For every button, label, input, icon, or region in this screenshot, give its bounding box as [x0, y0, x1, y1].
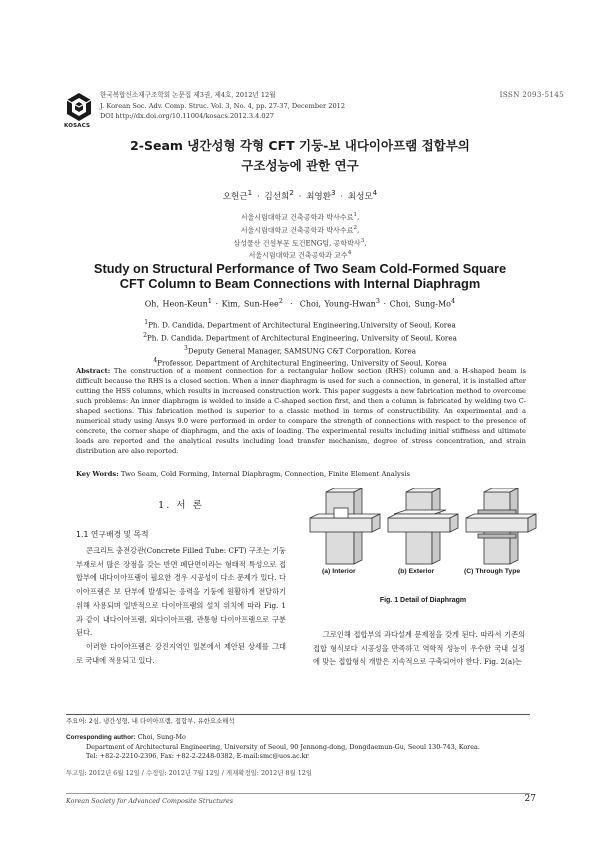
- figure-caption: Fig. 1 Detail of Diaphragm: [379, 597, 467, 604]
- korean-title-line2: 구조성능에 관한 연구: [241, 158, 359, 173]
- journal-header: [64, 90, 564, 136]
- keywords-text: Two Seam, Cold Forming, Internal Diaphragm, Connection, Finite Element Analysis: [120, 470, 411, 478]
- english-affiliation: $^4$Professor, Department of Architectural Engineering, University of Seoul, Korea: [153, 357, 447, 368]
- abstract: [76, 367, 526, 457]
- footer-journal: Korean Society for Advanced Composite Structures: [66, 797, 234, 805]
- corr-contact: Tel: +82-2-2210-2396, Fax: +82-2-2248-0382, E-mail:smc@uos.ac.kr: [86, 752, 309, 760]
- english-title-line1: Study on Structural Performance of Two Seam Cold-Formed Square: [93, 261, 507, 276]
- corr-name: Choi, Sung-Mo: [137, 733, 186, 741]
- korean-affiliation: 서울시립대학교 건축공학과 교수$^4$: [248, 250, 352, 260]
- page-number: 27: [524, 794, 536, 804]
- abstract-label: Abstract:: [76, 367, 111, 375]
- footnote-divider: [66, 714, 530, 715]
- keywords: [76, 470, 526, 478]
- paragraph: 이러한 다이아프램은 강진지역인 일본에서 제안된 상세를 그대로 국내에 적용되고 있다.: [76, 641, 286, 665]
- corr-label: Corresponding author:: [66, 734, 136, 741]
- body-text-left: [76, 544, 286, 667]
- subsection-heading: 1.1 연구배경 및 목적: [76, 530, 149, 539]
- korean-keywords-footnote: 주요어: 2심, 냉간성형, 내 다이아프램, 접합부, 유한요소해석: [66, 717, 235, 725]
- journal-line-korean: 한국복합신소재구조학회 논문집 제3권, 제4호, 2012년 12월: [100, 91, 276, 99]
- english-title-line2: CFT Column to Beam Connections with Internal Diaphragm: [119, 276, 481, 291]
- logo-text: KOSACS: [64, 123, 91, 129]
- english-title: [0, 261, 600, 291]
- section-heading: 1. 서 론: [158, 500, 204, 511]
- korean-title: [0, 136, 600, 176]
- keywords-label: Key Words:: [76, 470, 119, 478]
- corr-address: Department of Architectural Engineering, University of Seoul, 90 Jennong-dong, Dongdaemun-Gu, Seoul 130-743, Korea.: [86, 742, 480, 751]
- author-1: 오헌근: [222, 191, 248, 202]
- submission-dates: 투고일: 2012년 6월 12일 / 수정일: 2012년 7월 12일 / 게재확정일: 2012년 8월 12일: [66, 769, 313, 777]
- author-3: 최영환: [306, 191, 331, 202]
- through-type-diaphragm-drawing: [466, 488, 536, 564]
- korean-affiliation: 서울시립대학교 건축공학과 박사수료$^1$,: [240, 212, 360, 222]
- paragraph: 콘크리트 충전강관(Concrete Filled Tube: CFT) 구조는 기둥부재로서 많은 장점을 갖는 반면 폐단면이라는 형태적 특성으로 접합부에 내다이아프램이 필요한 경우 시공성이 다소 문제가 있다. 다이아프램은 보 단부에 발생되는 응력을 기둥에 원활하게 전달하기 위해 사용되며 일반적으로 다이아프램의 설치 위치에 따라 Fig. 1과 같이 내다이아프램, 외다이아프램, 관통형 다이아프램으로 구분된다.: [76, 546, 286, 638]
- author-4: 최성모: [347, 191, 373, 202]
- figure-label: (C) Through Type: [464, 568, 521, 575]
- kosacs-logo-icon: [66, 92, 92, 122]
- interior-diaphragm-drawing: [310, 488, 380, 564]
- journal-line-english: J. Korean Soc. Adv. Comp. Struc. Vol. 3, No. 4, pp. 27-37, December 2012: [100, 101, 346, 110]
- corresponding-author: [66, 733, 480, 762]
- korean-affiliation: 서울시립대학교 건축공학과 박사수료$^2$,: [240, 224, 360, 235]
- english-affiliation: $^1$Ph. D. Candida, Department of Architectural Engineering,University of Seoul, Korea: [144, 319, 456, 330]
- english-affiliations: [0, 318, 600, 369]
- diaphragm-figure: [308, 488, 538, 578]
- english-authors: Oh, Heon-Keun$^1$ · Kim, Sun-Hee$^2$ · Choi, Young-Hwan$^3$ · Choi, Sung-Mo$^4$: [144, 297, 456, 309]
- journal-info: [100, 90, 345, 122]
- abstract-text: The construction of a moment connection for a rectangular hollow section (RHS) column and a H-shaped beam is difficult because the RHS is a closed section. When a inner diaphragm is used for such a connection, in general, it is installed after cutting the HSS columns, which results in increased construction work. This paper suggests a new fabrication method to overcome such problems: An inner diaphragm is welded to inside a C-shaped section first, and then a column is fabricated by welding two C-shaped sections. This fabrication method is superior to a classic method in terms of constructibility. An experimental and a numerical study using Ansys 9.0 were performed in order to compare the strength of connections with respect to the presence of concrete, the corner shape of diaphragm, and the axis of loading. The experimental results including initial stiffness and ultimate loads are reported and the analytical results including load transfer mechanism, degree of stress concentration, and strain distribution are also reported.: [76, 367, 526, 455]
- journal-doi: DOI http://dx.doi.org/10.11004/kosacs.2012.3.4.027: [100, 112, 275, 120]
- korean-title-line1: 2-Seam 냉간성형 각형 CFT 기둥-보 내다이아프램 접합부의: [130, 138, 470, 153]
- author-2: 김선희: [264, 191, 290, 202]
- figure-label: (a) Interior: [322, 568, 356, 575]
- issn: ISSN 2093-5145: [499, 90, 564, 99]
- korean-authors: 오헌근$^1$ · 김선희$^2$ · 최영환$^3$ · 최성모$^4$: [222, 188, 378, 202]
- english-affiliation: $^2$Ph. D. Candida, Department of Architectural Engineering, University of Seoul, Korea: [143, 331, 457, 343]
- figure-label: (b) Exterior: [398, 568, 435, 575]
- english-affiliation: $^3$Deputy General Manager, SAMSUNG C&T Corporation, Korea: [184, 344, 416, 355]
- footer-divider: [66, 793, 530, 794]
- body-text-right: 그로인해 접합부의 과다설계 문제점을 갖게 된다. 따라서 기존의 접합 형식보다 시공성을 만족하고 역학적 성능이 우수한 국내 실정에 맞는 접합형식 개발은 지속적으로 구축되어야 한다. Fig. 2(a)는: [313, 630, 525, 667]
- korean-affiliations: [0, 210, 600, 261]
- exterior-diaphragm-drawing: [388, 488, 458, 564]
- korean-affiliation: 삼성물산 건설부문 토건ENG팀, 공학박사$^3$,: [233, 237, 367, 247]
